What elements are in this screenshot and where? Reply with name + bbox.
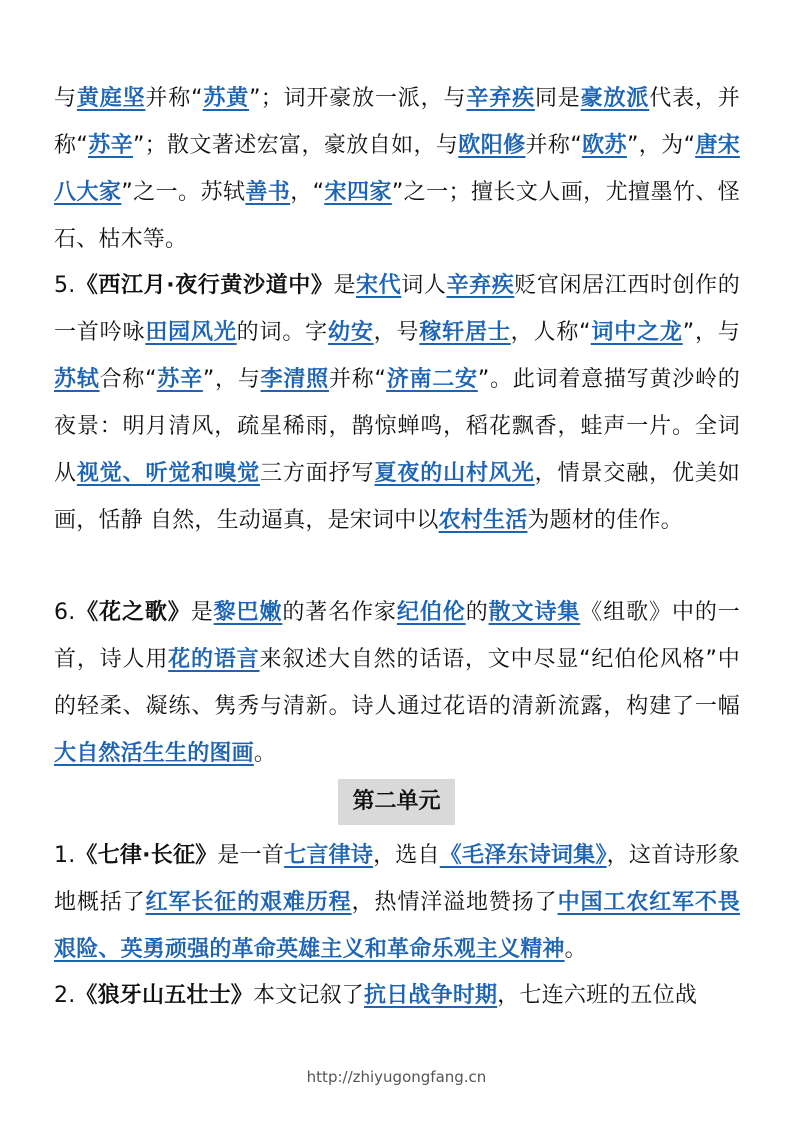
keyword: 七言律诗 [284,843,374,868]
text: 并称“ [525,133,582,158]
keyword: 唐宋八大家 [54,133,740,205]
text: ”，与 [202,367,261,392]
keyword: 辛弃疾 [446,273,515,298]
text: ，情景交融，优美如画，恬静 自然，生动逼真，是宋词中以 [54,461,740,533]
item-title: 《狼牙山五壮士》 [75,983,253,1008]
keyword: 田园风光 [145,320,237,345]
keyword: 欧阳修 [458,133,526,158]
text: ，热情洋溢地赞扬了 [351,890,558,915]
keyword: 《毛泽东诗词集》 [439,843,607,868]
keyword: 幼安 [327,320,374,345]
text: 本文记叙了 [253,983,365,1008]
text: 合称“ [99,367,157,392]
keyword: 黎巴嫩 [213,600,283,625]
keyword: 农村生活 [438,508,528,533]
text: ”；散文著述宏富，豪放自如，与 [133,133,459,158]
text: 来叙述大自然的话语，文中尽显“纪伯伦风格”中的轻柔、凝练、隽秀与清新。诗人通过花语的清新流露，构建了一幅 [54,647,740,719]
keyword: 稼轩居士 [419,320,511,345]
text: 的词。字 [236,320,328,345]
paragraph-su-shi [54,75,740,263]
keyword: 苏轼 [54,367,100,392]
keyword: 苏黄 [202,86,250,111]
text: 代表，并称“ [54,86,740,158]
keyword: 中国工农红军不畏艰险、英勇顽强的革命英雄主义和革命乐观主义精神 [54,890,740,962]
keyword: 济南二安 [386,367,478,392]
text: 是 [190,600,214,625]
item-title: 《西江月·夜行黄沙道中》 [75,273,334,298]
item-title: 《七律·长征》 [75,843,218,868]
keyword: 词中之龙 [590,320,683,345]
keyword: 散文诗集 [488,600,581,625]
text: 的 [465,600,489,625]
text: 为题材的佳作。 [527,508,683,533]
text: 。 [564,937,587,962]
keyword: 豪放派 [580,86,650,111]
paragraph-hua-zhi-ge [54,589,740,777]
item-number: 5. [54,273,76,298]
keyword: 苏辛 [156,367,203,392]
text: ”，为“ [626,133,696,158]
keyword: 善书 [245,180,291,205]
text: 《组歌》中的一首，诗人用 [54,600,740,672]
keyword: 宋代 [356,273,402,298]
text: 。 [253,741,277,766]
item-number: 1. [54,843,76,868]
item-number: 2. [54,983,76,1008]
keyword: 宋四家 [324,180,392,205]
paragraph-qilv-changzheng [54,832,740,973]
keyword: 苏辛 [88,133,134,158]
text: ，人称“ [510,320,591,345]
item-number: 6. [54,600,76,625]
text: ”。此词着意描写黄沙岭的夜景：明月清风，疏星稀雨，鹊惊蝉鸣，稻花飘香，蛙声一片。全词从 [54,367,740,486]
text: ，这首诗形象地概括了 [54,843,740,915]
paragraph-langyashan [54,972,740,1019]
keyword: 红军长征的艰难历程 [145,890,352,915]
text: 并称“ [145,86,203,111]
unit-heading: 第二单元 [338,779,454,825]
keyword: 视觉、听觉和嗅觉 [76,461,260,486]
text: 词人 [401,273,447,298]
text: 三方面抒写 [260,461,375,486]
keyword: 李清照 [260,367,329,392]
text: ”；词开豪放一派，与 [249,86,467,111]
text: 同是 [534,86,581,111]
keyword: 大自然活生生的图画 [54,741,254,766]
text: ”之一；擅长文人画，尤擅墨竹、怪石、枯木等。 [54,180,740,252]
text: ”之一。苏轼 [121,180,246,205]
text: ，号 [373,320,420,345]
text: 是一首 [217,843,285,868]
text: 是 [333,273,357,298]
text: ，七连六班的五位战 [497,983,698,1008]
keyword: 花的语言 [168,647,260,672]
text: ，选自 [373,843,440,868]
text: ，“ [290,180,325,205]
unit-heading-wrap [0,779,793,825]
item-title: 《花之歌》 [75,600,191,625]
keyword: 夏夜的山村风光 [374,461,535,486]
paragraph-xijiangyue [54,262,740,544]
keyword: 欧苏 [581,133,627,158]
text: ”，与 [682,320,740,345]
keyword: 纪伯伦 [396,600,466,625]
footer-url: http://zhiyugongfang.cn [306,1068,487,1086]
text: 贬官闲居江西时创作的一首吟咏 [54,273,740,345]
text: 并称“ [328,367,387,392]
keyword: 抗日战争时期 [364,983,498,1008]
text: 的著名作家 [282,600,397,625]
keyword: 黄庭坚 [76,86,146,111]
text: 与 [54,86,77,111]
keyword: 辛弃疾 [466,86,535,111]
